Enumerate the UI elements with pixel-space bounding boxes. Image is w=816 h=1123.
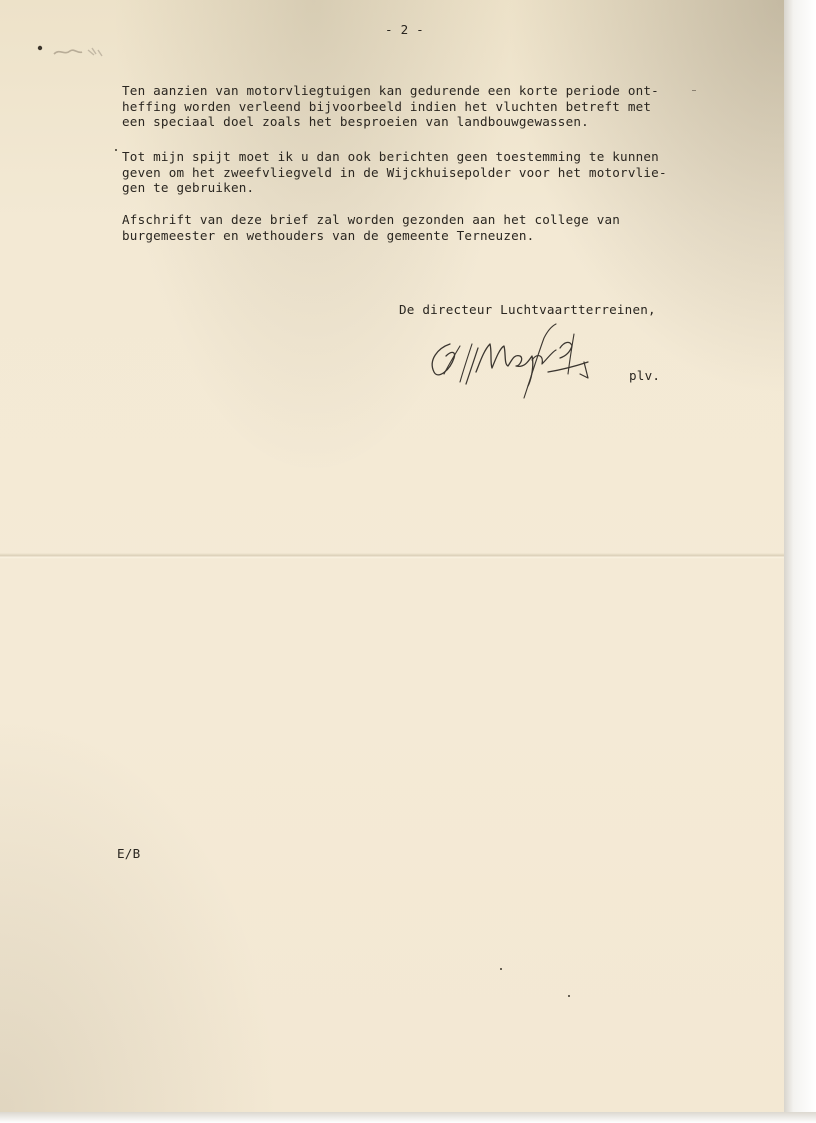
- ink-speck: [115, 149, 117, 151]
- scan-edge-right: [784, 0, 816, 1123]
- plv-label: plv.: [629, 368, 661, 383]
- ink-speck: [500, 968, 502, 970]
- scan-edge-bottom: [0, 1112, 816, 1123]
- body-paragraph-2: Tot mijn spijt moet ik u dan ook berichten geen toestemming te kunnen geven om het zweefvliegveld in de Wijckhuisepolder voor het motorvlie- gen te gebruiken.: [122, 149, 667, 195]
- signatory-title: De directeur Luchtvaartterreinen,: [399, 302, 656, 317]
- ink-speck: [568, 995, 570, 997]
- page-number: - 2 -: [385, 22, 424, 37]
- handwritten-signature: [420, 322, 620, 402]
- corner-scribble-mark: [34, 42, 106, 62]
- paper-fold-line: [0, 553, 784, 559]
- initials-reference: E/B: [117, 846, 141, 861]
- body-paragraph-3: Afschrift van deze brief zal worden gezonden aan het college van burgemeester en wethouders van de gemeente Terneuzen.: [122, 212, 621, 243]
- body-paragraph-1: Ten aanzien van motorvliegtuigen kan gedurende een korte periode ont- heffing worden verleend bijvoorbeeld indien het vluchten betreft met een speciaal doel zoals het besproeien van landbouwgewassen.: [122, 83, 659, 129]
- ink-speck: [692, 90, 696, 91]
